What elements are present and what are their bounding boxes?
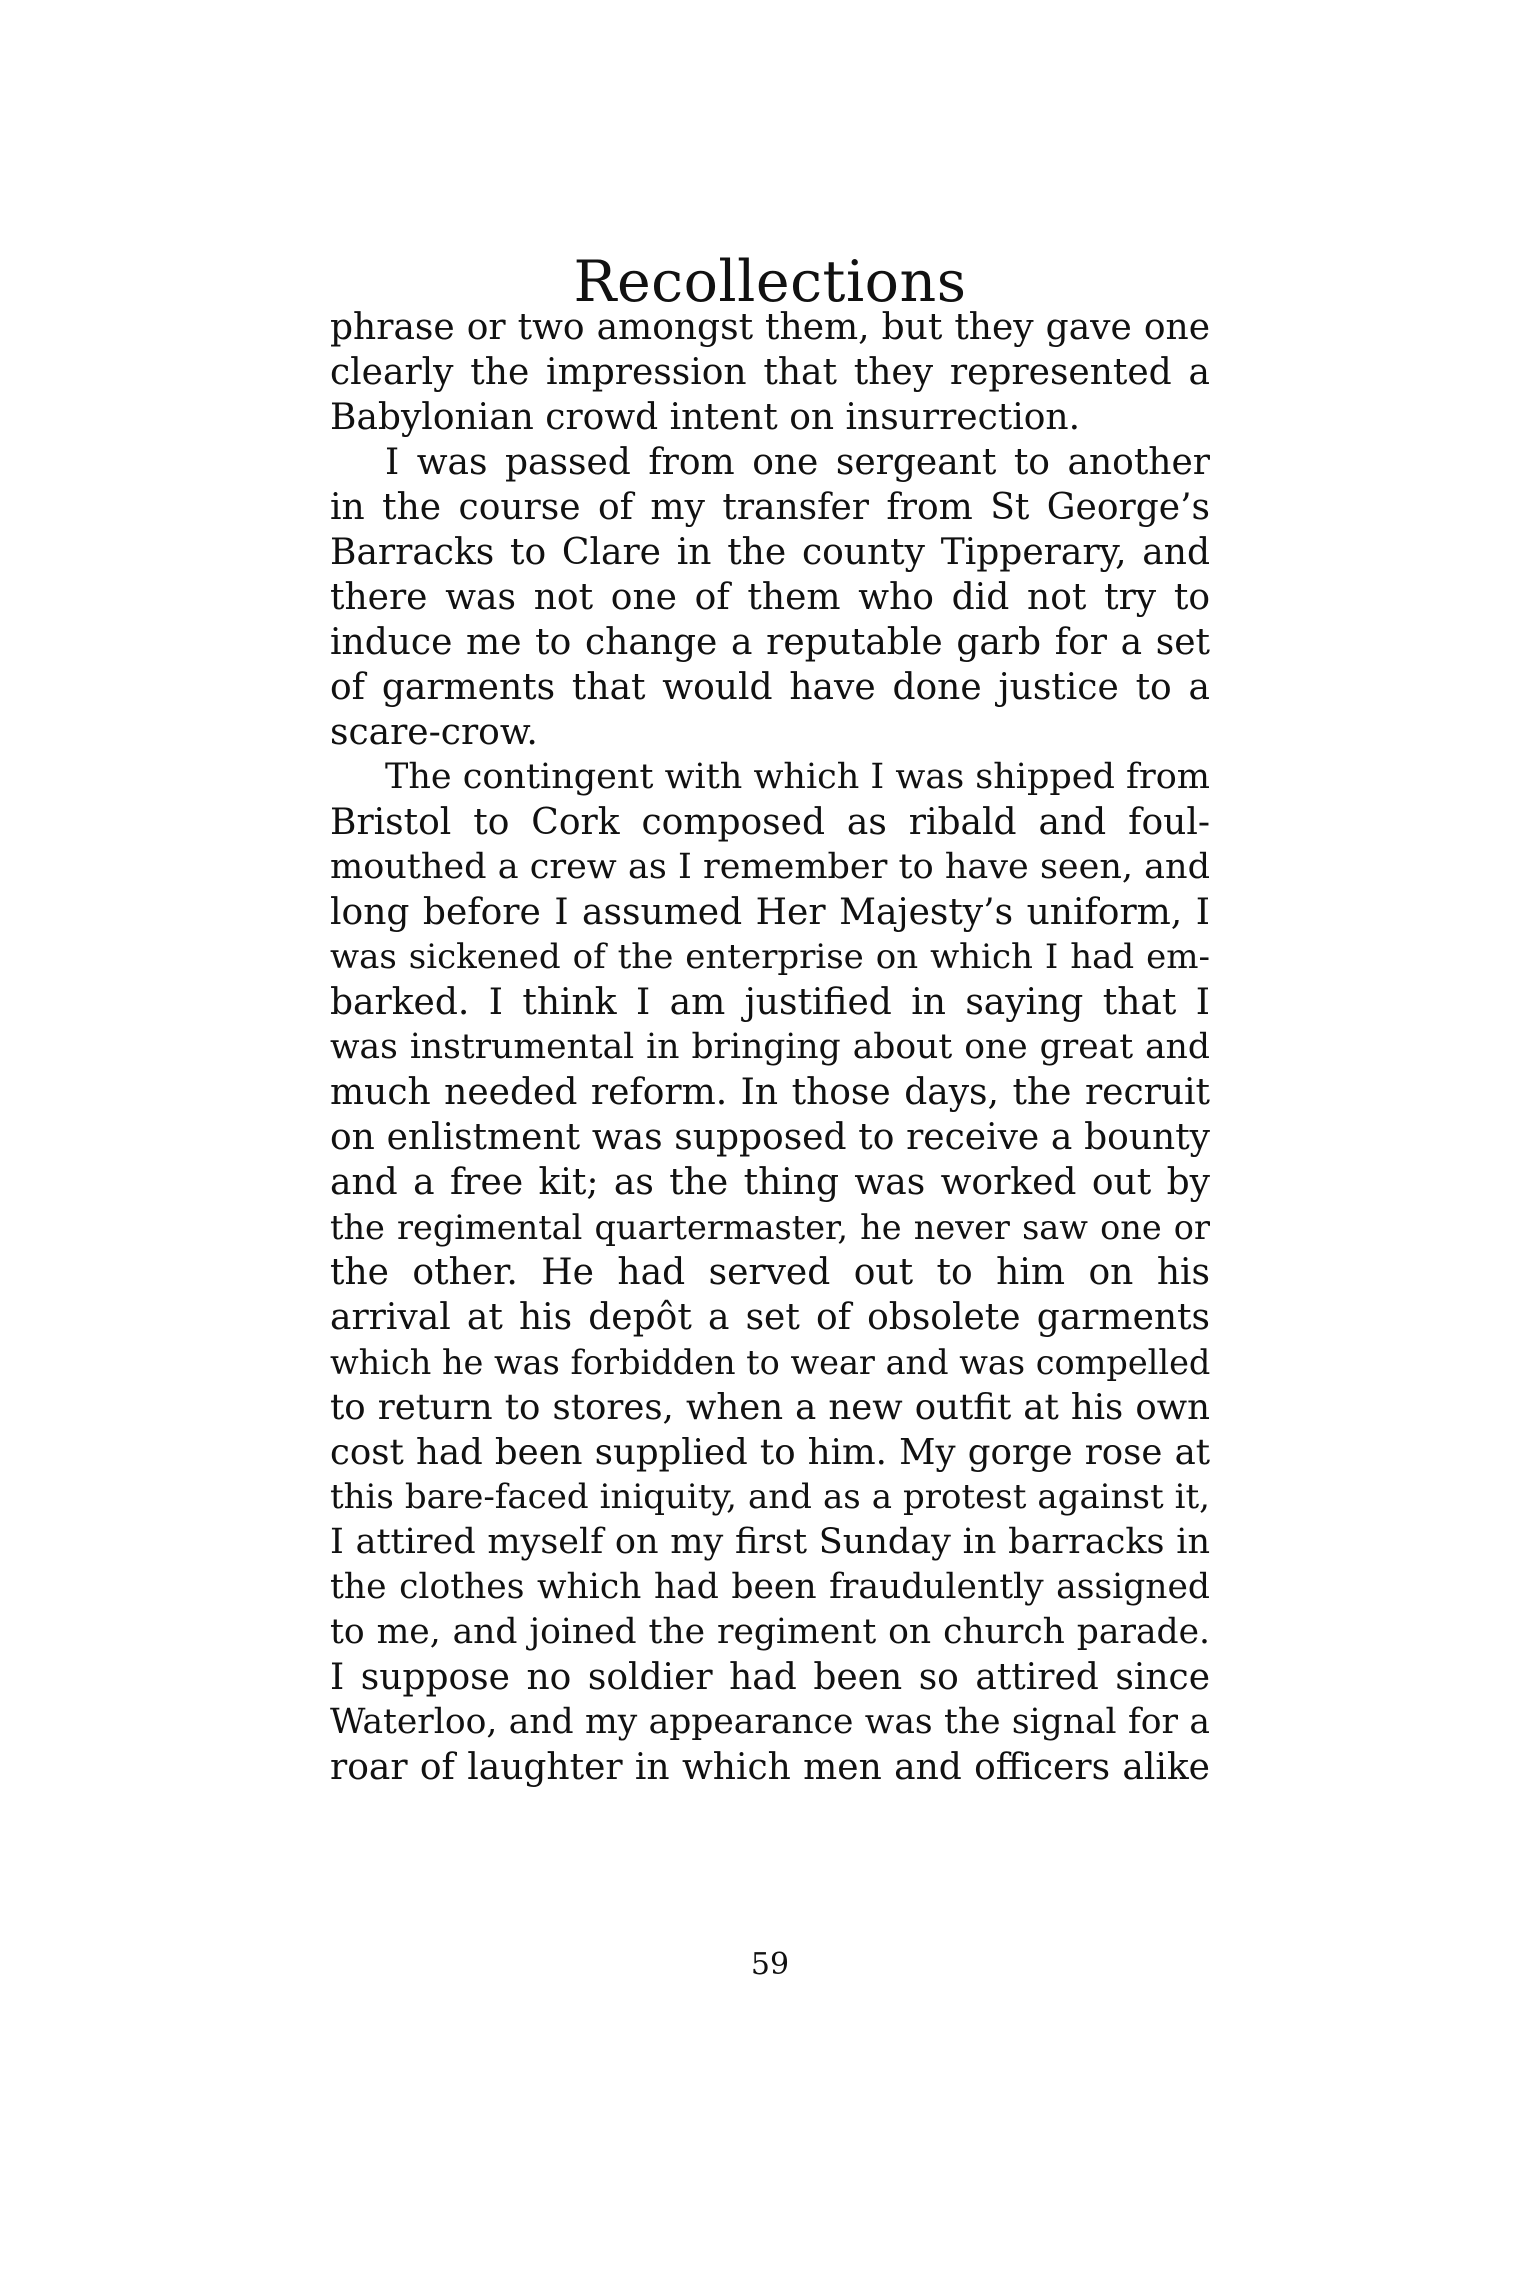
text-line: in the course of my transfer from St George’s bbox=[330, 487, 1210, 528]
text-line: there was not one of them who did not try to bbox=[330, 577, 1210, 618]
text-line: this bare-faced iniquity, and as a protest against it, bbox=[330, 1477, 1210, 1517]
text-line: which he was forbidden to wear and was compelled bbox=[330, 1343, 1210, 1382]
text-line: clearly the impression that they represented a bbox=[330, 352, 1210, 393]
text-line: the other. He had served out to him on his bbox=[330, 1252, 1210, 1293]
text-line: arrival at his depôt a set of obsolete garments bbox=[330, 1297, 1210, 1338]
text-line: barked. I think I am justified in saying that I bbox=[330, 982, 1210, 1023]
text-line: phrase or two amongst them, but they gave one bbox=[330, 307, 1210, 348]
page-number: 59 bbox=[750, 1947, 790, 1982]
text-line: much needed reform. In those days, the recruit bbox=[330, 1072, 1210, 1113]
text-line: Babylonian crowd intent on insurrection. bbox=[330, 397, 1081, 438]
text-line: I attired myself on my first Sunday in barracks in bbox=[330, 1522, 1210, 1562]
text-line: and a free kit; as the thing was worked out by bbox=[330, 1162, 1210, 1203]
running-head: Recollections bbox=[573, 249, 967, 315]
text-line: The contingent with which I was shipped from bbox=[385, 757, 1210, 797]
text-line: of garments that would have done justice to a bbox=[330, 667, 1210, 708]
text-line: scare-crow. bbox=[330, 712, 538, 753]
text-line: roar of laughter in which men and officers alike bbox=[330, 1747, 1210, 1788]
text-line: I suppose no soldier had been so attired since bbox=[330, 1657, 1210, 1698]
text-line: Barracks to Clare in the county Tipperary, and bbox=[330, 532, 1210, 573]
text-line: mouthed a crew as I remember to have seen, and bbox=[330, 847, 1210, 887]
text-line: Bristol to Cork composed as ribald and foul- bbox=[330, 802, 1210, 843]
text-line: on enlistment was supposed to receive a bounty bbox=[330, 1117, 1210, 1158]
text-line: was sickened of the enterprise on which I had em- bbox=[330, 937, 1210, 977]
text-line: I was passed from one sergeant to another bbox=[385, 442, 1210, 483]
text-line: long before I assumed Her Majesty’s uniform, I bbox=[330, 892, 1210, 933]
text-line: Waterloo, and my appearance was the signal for a bbox=[330, 1702, 1210, 1742]
text-line: was instrumental in bringing about one great and bbox=[330, 1027, 1210, 1067]
text-line: to me, and joined the regiment on church parade. bbox=[330, 1612, 1210, 1652]
text-line: induce me to change a reputable garb for a set bbox=[330, 622, 1210, 663]
text-line: the regimental quartermaster, he never saw one or bbox=[330, 1208, 1210, 1247]
body-text bbox=[330, 305, 1210, 1790]
text-line: cost had been supplied to him. My gorge rose at bbox=[330, 1432, 1210, 1473]
text-line: to return to stores, when a new outfit at his own bbox=[330, 1387, 1210, 1428]
text-line: the clothes which had been fraudulently assigned bbox=[330, 1567, 1210, 1607]
